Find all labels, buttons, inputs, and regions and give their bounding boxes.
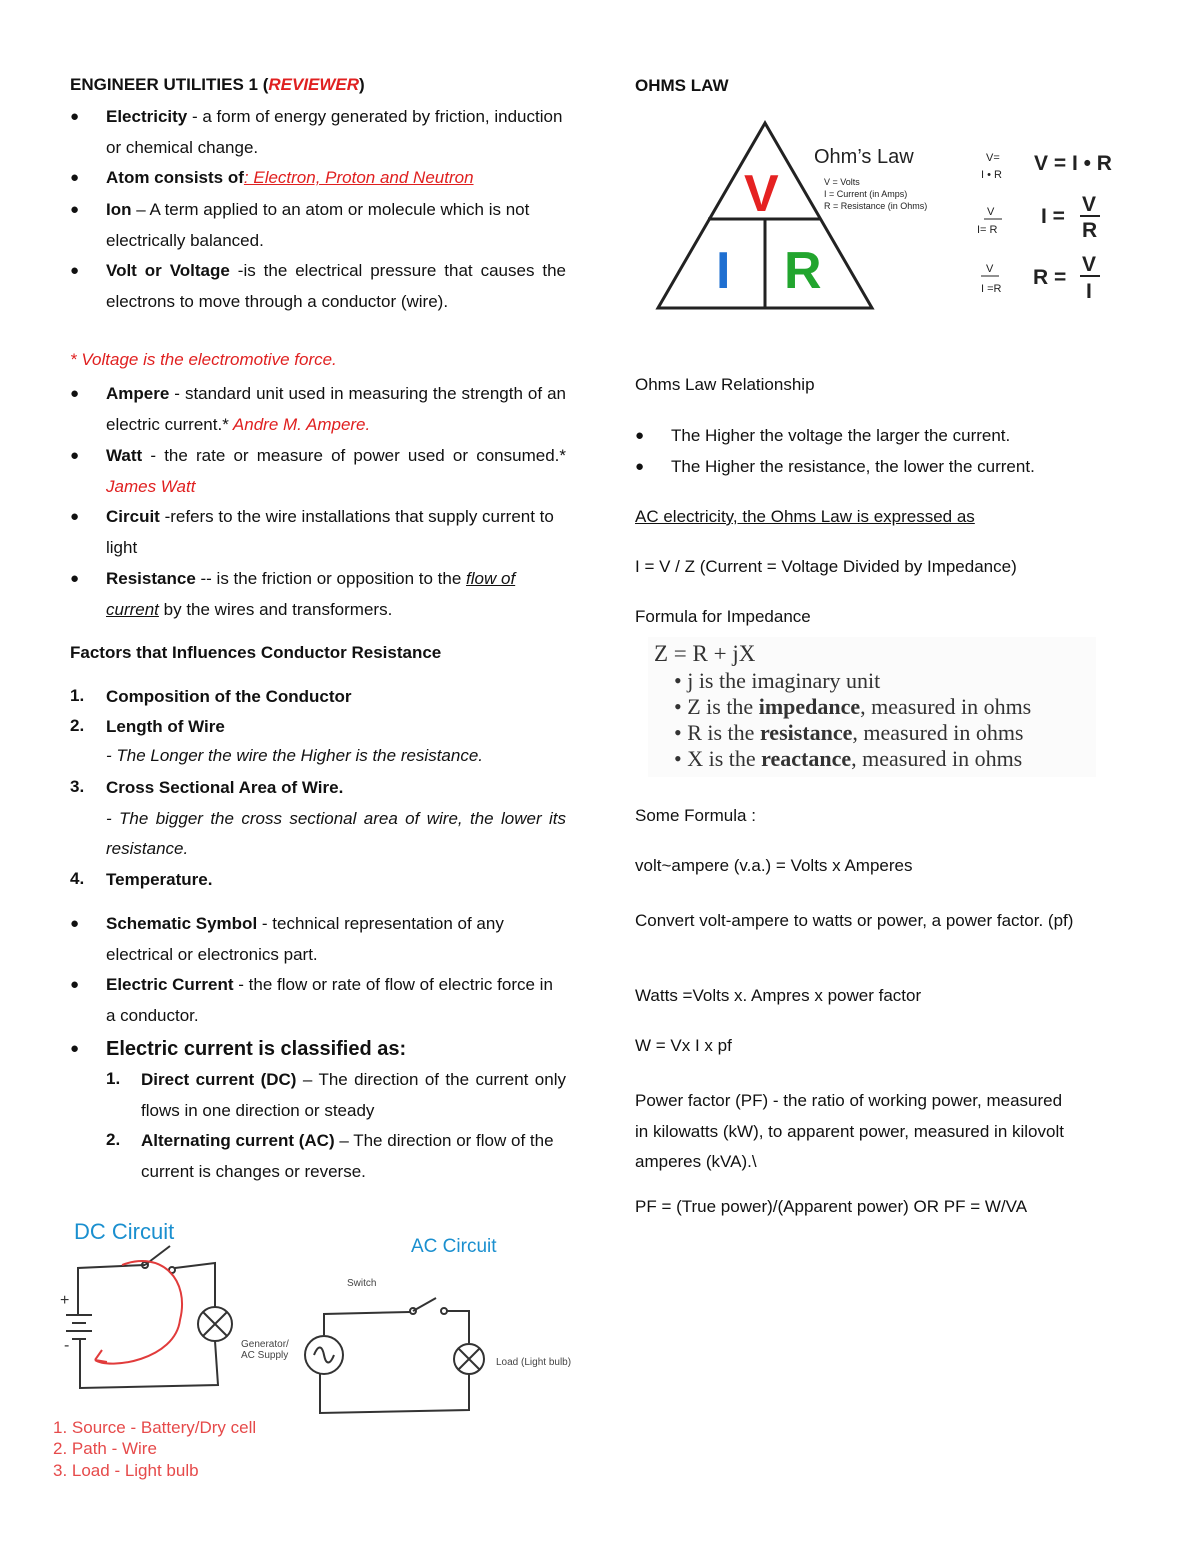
impedance-item-4: • X is the reactance, measured in ohms — [674, 746, 1023, 771]
some-formula: Some Formula : — [635, 806, 756, 825]
dc-wire-top-left — [78, 1265, 145, 1315]
switch-label: Switch — [347, 1278, 377, 1289]
generator-label-2: AC Supply — [241, 1350, 289, 1361]
ac-wire-top-left — [324, 1312, 410, 1335]
ac-wire-top-right — [447, 1311, 469, 1343]
title-reviewer: REVIEWER — [268, 75, 360, 94]
ac-heading: AC electricity, the Ohms Law is expressed as — [635, 507, 975, 526]
formula-r-lhs: R = — [1033, 266, 1067, 289]
bullet-dot: ● — [70, 262, 80, 279]
bullet-dot: ● — [70, 201, 80, 218]
diagram-list-2: 2. Path - Wire — [53, 1439, 157, 1458]
small-formula-2-top: V — [987, 206, 995, 218]
bullet-dot: ● — [70, 1040, 80, 1057]
formula-r-numerator: V — [1082, 253, 1097, 276]
ac-switch-lever — [413, 1298, 436, 1311]
load-label: Load (Light bulb) — [496, 1357, 572, 1368]
small-formula-2-bottom: I= R — [977, 224, 998, 236]
formula-i-lhs: I = — [1041, 205, 1065, 228]
bullet-dot: ● — [70, 447, 80, 464]
small-formula-3-top: V — [986, 263, 994, 275]
ac-sine-wave — [314, 1348, 334, 1363]
current-flow-arrow — [95, 1261, 182, 1364]
impedance-heading: Formula for Impedance — [635, 607, 811, 626]
legend-volts: V = Volts — [824, 177, 860, 187]
bullet-dot: ● — [70, 976, 80, 993]
battery-symbol — [66, 1315, 92, 1339]
circuit-diagram-image — [50, 1210, 590, 1490]
impedance-item-1: • j is the imaginary unit — [674, 668, 881, 693]
diagram-list-3: 3. Load - Light bulb — [53, 1461, 199, 1480]
factors-heading: Factors that Influences Conductor Resistance — [70, 643, 442, 662]
ac-wire-bottom — [320, 1374, 469, 1413]
small-formula-3-bottom: I =R — [981, 283, 1002, 295]
bullet-dot: ● — [70, 915, 80, 932]
bullet-dot: ● — [70, 169, 80, 186]
ohms-law-image — [650, 115, 1130, 315]
relationship-heading: Ohms Law Relationship — [635, 375, 815, 394]
ac-circuit-title: AC Circuit — [411, 1236, 497, 1257]
convert-text: Convert volt-ampere to watts or power, a power factor. (pf) — [635, 911, 1074, 930]
small-formula-1-bottom: I • R — [981, 169, 1002, 181]
power-factor-definition: Power factor (PF) - the ratio of working power, measured in kilowatts (kW), to apparent power, measured in kilovolt amperes (kVA).\ — [635, 1091, 1064, 1171]
impedance-equation: Z = R + jX — [654, 641, 756, 666]
factor2-note: - The Longer the wire the Higher is the resistance. — [106, 746, 484, 765]
triangle-i: I — [716, 242, 731, 300]
ohms-law-image-title: Ohm’s Law — [814, 146, 914, 168]
dc-lamp-cross — [203, 1312, 227, 1336]
bullet-dot: ● — [70, 385, 80, 402]
w-equation: W = Vx I x pf — [635, 1036, 732, 1055]
formula-i-denominator: R — [1082, 219, 1098, 242]
bullet-dot: ● — [635, 458, 645, 475]
plus-sign: + — [60, 1292, 70, 1309]
dc-circuit-drawing — [66, 1246, 232, 1388]
bullet-dot: ● — [70, 570, 80, 587]
ohms-law-heading: OHMS LAW — [635, 76, 729, 95]
dc-circuit-title: DC Circuit — [74, 1219, 175, 1244]
impedance-item-3: • R is the resistance, measured in ohms — [674, 720, 1024, 745]
ac-switch-contact — [441, 1308, 447, 1314]
ac-lamp-cross — [459, 1349, 479, 1369]
factor3-note: - The bigger the cross sectional area of wire, the lower its resistance. — [106, 809, 566, 858]
pf-equation: PF = (True power)/(Apparent power) OR PF = W/VA — [635, 1197, 1028, 1216]
watts-formula: Watts =Volts x. Ampres x power factor — [635, 986, 922, 1005]
ac-circuit-drawing — [305, 1298, 484, 1413]
dc-wire-bottom — [80, 1340, 218, 1388]
bullet-dot: ● — [635, 427, 645, 444]
ac-formula: I = V / Z (Current = Voltage Divided by Impedance) — [635, 557, 1017, 576]
arrow-head — [95, 1350, 107, 1362]
bullet-dot: ● — [70, 508, 80, 525]
legend-current: I = Current (in Amps) — [824, 189, 908, 199]
page-title: ENGINEER UTILITIES 1 (REVIEWER) — [70, 75, 365, 94]
formula-v-ir: V = I • R — [1034, 152, 1112, 175]
impedance-image — [648, 637, 1096, 777]
triangle-r: R — [784, 242, 822, 300]
triangle-v: V — [744, 165, 779, 223]
impedance-item-2: • Z is the impedance, measured in ohms — [674, 694, 1032, 719]
voltage-note: * Voltage is the electromotive force. — [70, 350, 337, 369]
volt-ampere-formula: volt~ampere (v.a.) = Volts x Amperes — [635, 856, 913, 875]
diagram-list-1: 1. Source - Battery/Dry cell — [53, 1418, 257, 1437]
bullet-dot: ● — [70, 108, 80, 125]
legend-resistance: R = Resistance (in Ohms) — [824, 201, 928, 211]
generator-label-1: Generator/ — [241, 1339, 289, 1350]
formula-r-denominator: I — [1086, 280, 1092, 303]
minus-sign: - — [64, 1337, 70, 1354]
small-formula-1-top: V= — [986, 152, 1000, 164]
formula-i-numerator: V — [1082, 193, 1097, 216]
